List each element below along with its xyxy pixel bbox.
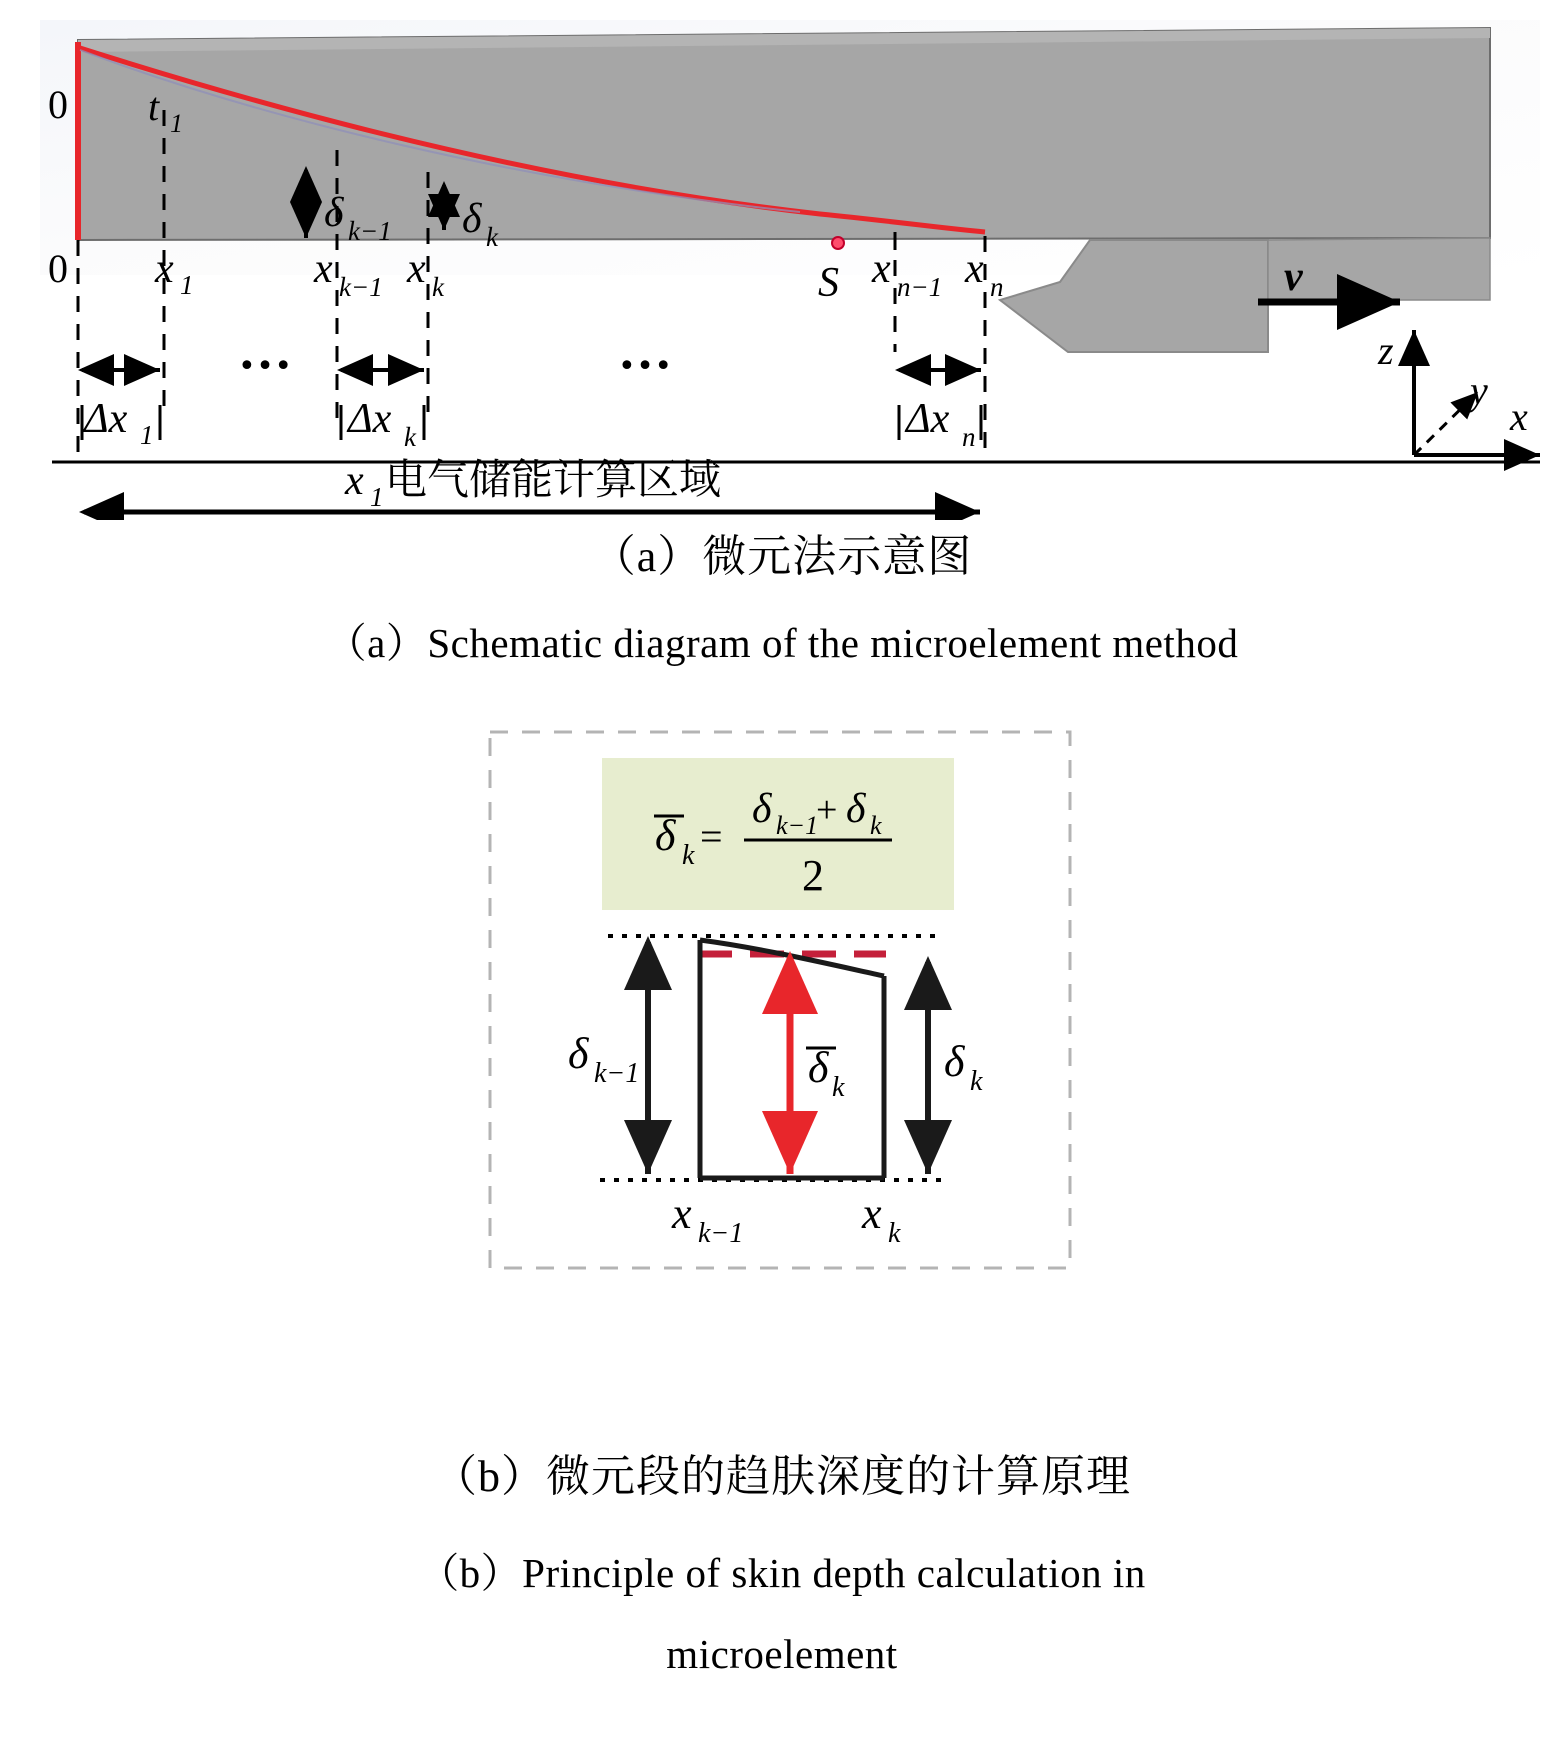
svg-text:t: t xyxy=(148,84,160,129)
svg-text:n: n xyxy=(990,272,1004,302)
svg-text:k: k xyxy=(870,811,882,840)
svg-text:Δx: Δx xyxy=(84,396,128,442)
svg-text:x: x xyxy=(965,246,984,292)
caption-a-cn: （a）微元法示意图 xyxy=(591,532,973,581)
svg-text:2: 2 xyxy=(802,851,824,900)
label-axis-y: y xyxy=(1470,368,1488,413)
label-axis-z: z xyxy=(1378,328,1394,373)
svg-text:k−1: k−1 xyxy=(594,1058,640,1089)
svg-text:δ: δ xyxy=(568,1029,589,1078)
svg-text:=: = xyxy=(700,814,723,859)
ellipsis-right: … xyxy=(618,320,678,380)
svg-text:1: 1 xyxy=(370,482,384,512)
svg-text:δ: δ xyxy=(655,811,676,860)
svg-text:n: n xyxy=(962,422,976,452)
panel-b-schematic xyxy=(0,700,1564,1300)
svg-text:δ: δ xyxy=(846,786,866,832)
label-velocity: v xyxy=(1284,254,1303,300)
panel-a-schematic xyxy=(0,0,1564,520)
panel-b-svg xyxy=(0,700,1564,1300)
label-b-xk-minus-1 xyxy=(671,1189,743,1249)
svg-text:δ: δ xyxy=(944,1037,965,1086)
label-origin-bottom: 0 xyxy=(48,246,68,291)
svg-text:1: 1 xyxy=(170,109,183,138)
label-b-delta-k xyxy=(944,1037,983,1097)
svg-text:k: k xyxy=(486,222,498,252)
svg-text:x: x xyxy=(407,246,426,292)
svg-text:+: + xyxy=(816,789,838,831)
svg-text:Δx: Δx xyxy=(906,396,950,442)
svg-text:k: k xyxy=(970,1066,983,1097)
label-b-xk xyxy=(861,1189,901,1249)
panel-a-svg xyxy=(0,0,1564,520)
label-axis-x: x xyxy=(1510,394,1528,439)
svg-text:k: k xyxy=(432,272,444,302)
svg-text:n−1: n−1 xyxy=(897,272,943,302)
caption-a-en: （a）Schematic diagram of the microelement method xyxy=(325,620,1239,666)
svg-text:电气储能计算区域: 电气储能计算区域 xyxy=(385,458,722,504)
ellipsis-left: … xyxy=(238,320,298,380)
label-origin-top: 0 xyxy=(48,82,68,127)
svg-text:x: x xyxy=(672,1189,692,1238)
svg-text:k−1: k−1 xyxy=(348,216,392,246)
svg-text:x: x xyxy=(872,246,891,292)
label-b-delta-k-minus-1 xyxy=(568,1029,639,1089)
svg-text:k: k xyxy=(682,840,695,871)
svg-text:1: 1 xyxy=(140,420,154,450)
label-region xyxy=(344,457,721,512)
svg-text:k−1: k−1 xyxy=(698,1218,744,1249)
svg-text:Δx: Δx xyxy=(348,396,392,442)
svg-text:x: x xyxy=(862,1189,882,1238)
svg-text:k: k xyxy=(888,1218,901,1249)
svg-text:k: k xyxy=(404,422,416,452)
caption-b-en-line2: microelement xyxy=(666,1631,898,1677)
svg-text:δ: δ xyxy=(752,786,772,832)
svg-text:k−1: k−1 xyxy=(776,811,819,840)
caption-b-en-line1: （b）Principle of skin depth calculation in xyxy=(418,1550,1146,1596)
svg-text:x: x xyxy=(345,458,364,504)
svg-text:δ: δ xyxy=(324,190,344,236)
svg-text:k−1: k−1 xyxy=(339,272,383,302)
svg-text:δ: δ xyxy=(462,196,482,242)
svg-text:x: x xyxy=(314,246,333,292)
svg-text:1: 1 xyxy=(180,270,194,300)
svg-text:k: k xyxy=(832,1072,845,1103)
svg-text:x: x xyxy=(155,246,174,292)
caption-b-cn: （b）微元段的趋肤深度的计算原理 xyxy=(433,1452,1131,1501)
point-s-marker xyxy=(832,237,844,249)
label-b-delta-mean xyxy=(806,1043,845,1103)
label-point-s: S xyxy=(818,260,839,306)
svg-text:δ: δ xyxy=(808,1043,829,1092)
